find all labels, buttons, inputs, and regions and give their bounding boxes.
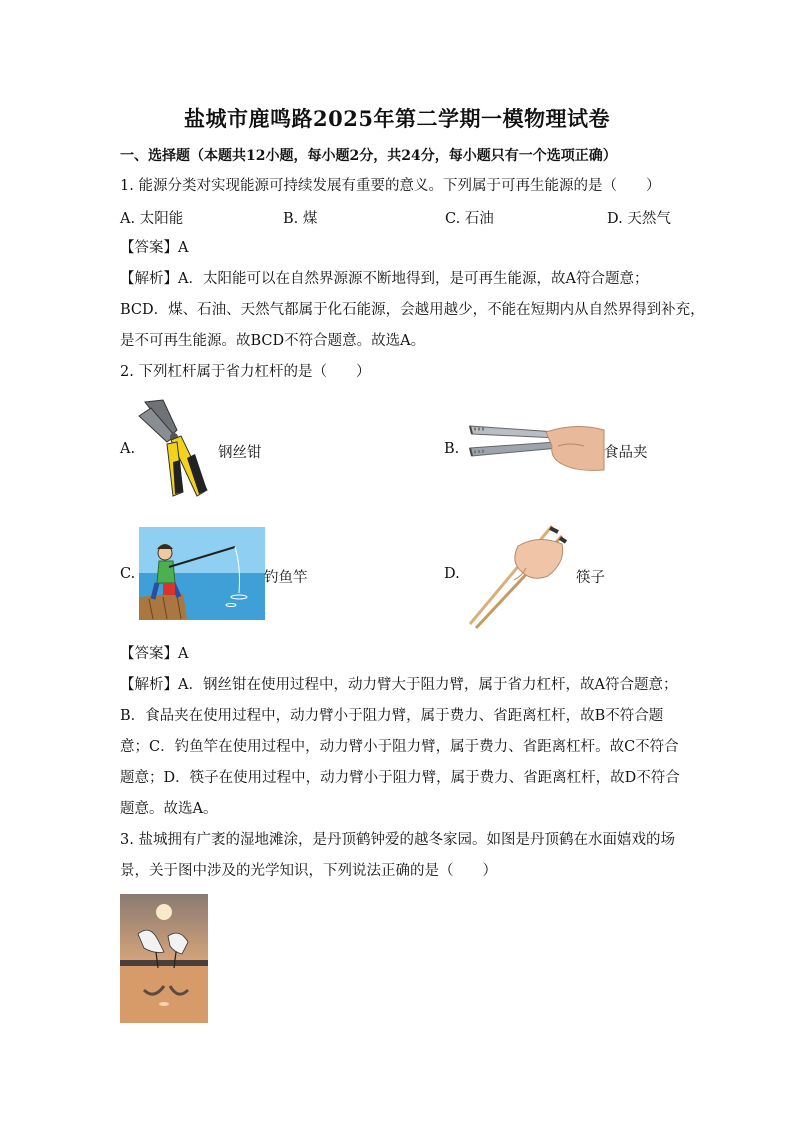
q1-answer — [120, 238, 188, 258]
q2-option-a-label: 钢丝钳 — [218, 445, 262, 461]
food-tongs-image — [466, 412, 606, 482]
q2-analysis-line: 题意；D．筷子在使用过程中，动力臂小于阻力臂，属于费力、省距离杠杆，故D不符合 — [120, 770, 680, 786]
q2-analysis-line: B．食品夹在使用过程中，动力臂小于阻力臂，属于费力、省距离杠杆，故B不符合题 — [120, 708, 664, 724]
crane-photo — [120, 894, 208, 1023]
analysis-text: A．太阳能可以在自然界源源不断地得到，是可再生能源，故A符合题意； — [178, 271, 649, 287]
q2-option-b-label: 食品夹 — [604, 445, 648, 461]
q2-option-c-letter: C. — [120, 566, 136, 582]
q2-option-c-label: 钓鱼竿 — [264, 570, 308, 586]
answer-tag: 【答案】 — [120, 646, 178, 662]
q2-analysis-line: 题意。故选A。 — [120, 801, 218, 817]
q2-option-d-label: 筷子 — [576, 570, 605, 586]
q2-analysis-line — [120, 675, 677, 695]
analysis-text: A．钢丝钳在使用过程中，动力臂大于阻力臂，属于省力杠杆，故A符合题意； — [178, 677, 678, 693]
question-3-stem: 3. 盐城拥有广袤的湿地滩涂，是丹顶鹤钟爱的越冬家园。如图是丹顶鹤在水面嬉戏的场 — [120, 832, 675, 848]
answer-value: A — [178, 240, 189, 256]
q2-option-d-letter: D. — [444, 566, 460, 582]
q2-answer — [120, 644, 188, 664]
question-2-stem: 2. 下列杠杆属于省力杠杆的是（ ） — [120, 364, 371, 380]
q2-option-b-letter: B. — [444, 441, 460, 457]
q1-analysis-line: BCD．煤、石油、天然气都属于化石能源，会越用越少，不能在短期内从自然界得到补充， — [120, 302, 705, 318]
q1-option-a: A. 太阳能 — [120, 211, 184, 227]
q1-option-d: D. 天然气 — [607, 211, 671, 227]
q1-option-b: B. 煤 — [283, 211, 318, 227]
fishing-rod-image — [139, 527, 265, 620]
q2-option-a-letter: A. — [120, 441, 136, 457]
pliers-image — [137, 396, 221, 504]
q1-analysis-line — [120, 269, 648, 289]
analysis-tag: 【解析】 — [120, 677, 178, 693]
q1-option-c: C. 石油 — [445, 211, 494, 227]
q2-analysis-line: 意；C．钓鱼竿在使用过程中，动力臂小于阻力臂，属于费力、省距离杠杆。故C不符合 — [120, 739, 679, 755]
chopsticks-image — [466, 522, 576, 630]
question-3-stem: 景，关于图中涉及的光学知识，下列说法正确的是（ ） — [120, 863, 497, 879]
answer-tag: 【答案】 — [120, 240, 178, 256]
q1-analysis-line: 是不可再生能源。故BCD不符合题意。故选A。 — [120, 333, 426, 349]
section-heading: 一、选择题（本题共12小题，每小题2分，共24分，每小题只有一个选项正确） — [120, 148, 617, 164]
analysis-tag: 【解析】 — [120, 271, 178, 287]
page-title: 盐城市鹿鸣路2025年第二学期一模物理试卷 — [184, 106, 610, 131]
question-1-stem: 1. 能源分类对实现能源可持续发展有重要的意义。下列属于可再生能源的是（ ） — [120, 178, 661, 194]
answer-value: A — [178, 646, 189, 662]
